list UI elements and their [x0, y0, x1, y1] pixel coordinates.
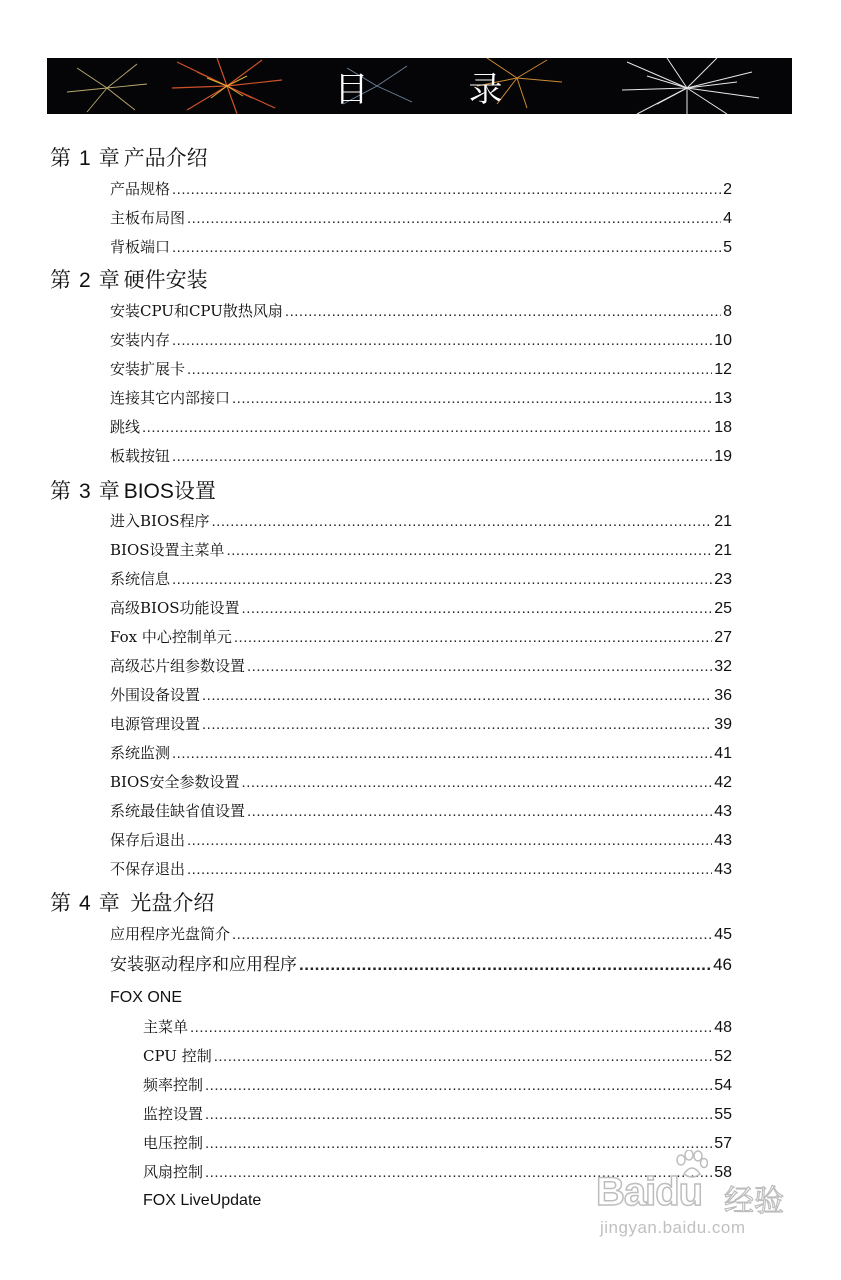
chapter-heading[interactable]: 第 1 章 产品介绍: [50, 146, 208, 170]
leader-dots: [299, 955, 711, 975]
leader-dots: [232, 389, 712, 409]
toc-entry[interactable]: 不保存退出 ..... 43: [110, 859, 732, 880]
leader-dots: [190, 1018, 712, 1038]
chapter-heading[interactable]: 第 4 章 光盘介绍: [50, 891, 215, 915]
leader-dots: [172, 238, 721, 258]
page-number: 18: [714, 419, 732, 436]
leader-dots: [285, 302, 721, 322]
banner-title-char-1: 目: [334, 69, 371, 110]
toc-entry[interactable]: 跳线 ..... 18: [110, 417, 732, 438]
page-number: 43: [714, 803, 732, 820]
leader-dots: [202, 715, 712, 735]
page-number: 13: [714, 390, 732, 407]
toc-entry[interactable]: 应用程序光盘简介 ..... 45: [110, 924, 732, 945]
toc-entry[interactable]: 安装内存 ..... 10: [110, 330, 732, 351]
toc-entry[interactable]: 进入BIOS程序 ..... 21: [110, 511, 732, 532]
toc-entry[interactable]: 系统信息 ..... 23: [110, 569, 732, 590]
toc-entry[interactable]: 主板布局图 ..... 4: [110, 208, 732, 229]
page-number: 55: [714, 1106, 732, 1123]
toc-entry[interactable]: 高级BIOS功能设置 ..... 25: [110, 598, 732, 619]
page-number: 4: [723, 210, 732, 227]
leader-dots: [214, 1047, 712, 1067]
toc-entry[interactable]: 安装CPU和CPU散热风扇 ..... 8: [110, 301, 732, 322]
toc-entry[interactable]: 风扇控制 ..... 58: [143, 1162, 732, 1183]
page-number: 54: [714, 1077, 732, 1094]
page-number: 58: [714, 1164, 732, 1181]
chapter-heading[interactable]: 第 3 章 BIOS设置: [50, 479, 216, 503]
toc-entry[interactable]: 背板端口 ..... 5: [110, 237, 732, 258]
toc-entry[interactable]: BIOS安全参数设置 ..... 42: [110, 772, 732, 793]
toc-entry[interactable]: BIOS设置主菜单 ..... 21: [110, 540, 732, 561]
leader-dots: [242, 599, 713, 619]
toc-entry[interactable]: 系统最佳缺省值设置 ..... 43: [110, 801, 732, 822]
toc-entry[interactable]: 保存后退出 ..... 43: [110, 830, 732, 851]
toc-entry[interactable]: 电压控制 ..... 57: [143, 1133, 732, 1154]
leader-dots: [187, 209, 721, 229]
leader-dots: [234, 628, 712, 648]
leader-dots: [142, 418, 712, 438]
page-number: 43: [714, 861, 732, 878]
page-number: 57: [714, 1135, 732, 1152]
page-number: 52: [714, 1048, 732, 1065]
toc-entry[interactable]: 板载按钮 ..... 19: [110, 446, 732, 467]
toc-entry[interactable]: 主菜单 ..... 48: [143, 1017, 732, 1038]
page-number: 43: [714, 832, 732, 849]
toc-entry[interactable]: 电源管理设置 ..... 39: [110, 714, 732, 735]
toc-entry[interactable]: Fox 中心控制单元 ..... 27: [110, 627, 732, 648]
leader-dots: [205, 1076, 712, 1096]
watermark-brand: Baidu: [596, 1170, 703, 1214]
page-number: 19: [714, 448, 732, 465]
toc-entry[interactable]: 高级芯片组参数设置 ..... 32: [110, 656, 732, 677]
toc-banner: [47, 58, 792, 114]
toc-entry[interactable]: 安装驱动程序和应用程序 ..... 46: [110, 955, 732, 975]
toc-section-label[interactable]: FOX ONE: [110, 989, 183, 1006]
page-number: 36: [714, 687, 732, 704]
leader-dots: [232, 925, 712, 945]
page-number: 39: [714, 716, 732, 733]
leader-dots: [187, 360, 712, 380]
toc-entry[interactable]: 监控设置 ..... 55: [143, 1104, 732, 1125]
leader-dots: [172, 744, 712, 764]
banner-title-char-2: 录: [468, 69, 505, 110]
page-number: 48: [714, 1019, 732, 1036]
leader-dots: [247, 802, 712, 822]
toc-entry[interactable]: 系统监测 ..... 41: [110, 743, 732, 764]
baidu-jingyan-watermark: [596, 1148, 806, 1248]
page-number: 41: [714, 745, 732, 762]
leader-dots: [172, 180, 721, 200]
toc-entry[interactable]: 产品规格 ..... 2: [110, 179, 732, 200]
page-number: 27: [714, 629, 732, 646]
page-number: 8: [723, 303, 732, 320]
leader-dots: [187, 860, 712, 880]
page-number: 10: [714, 332, 732, 349]
page-number: 12: [714, 361, 732, 378]
toc-entry[interactable]: 频率控制 ..... 54: [143, 1075, 732, 1096]
leader-dots: [187, 831, 712, 851]
page-number: 21: [714, 513, 732, 530]
leader-dots: [247, 657, 712, 677]
page-number: 25: [714, 600, 732, 617]
toc-section-label[interactable]: FOX LiveUpdate: [143, 1192, 262, 1209]
leader-dots: [172, 447, 712, 467]
leader-dots: [172, 331, 712, 351]
chapter-heading[interactable]: 第 2 章 硬件安装: [50, 268, 208, 292]
page-number: 32: [714, 658, 732, 675]
watermark-url: jingyan.baidu.com: [600, 1218, 746, 1237]
leader-dots: [205, 1105, 712, 1125]
leader-dots: [212, 512, 713, 532]
page-number: 2: [723, 181, 732, 198]
leader-dots: [227, 541, 713, 561]
page-number: 23: [714, 571, 732, 588]
page-number: 46: [713, 955, 732, 974]
leader-dots: [242, 773, 713, 793]
leader-dots: [202, 686, 712, 706]
toc-entry[interactable]: CPU 控制 ..... 52: [143, 1046, 732, 1067]
toc-entry[interactable]: 安装扩展卡 ..... 12: [110, 359, 732, 380]
page-number: 5: [723, 239, 732, 256]
toc-entry[interactable]: 连接其它内部接口 ..... 13: [110, 388, 732, 409]
watermark-cn: 经验: [724, 1184, 784, 1219]
page-number: 42: [714, 774, 732, 791]
toc-entry[interactable]: 外围设备设置 ..... 36: [110, 685, 732, 706]
page-number: 45: [714, 926, 732, 943]
page-number: 21: [714, 542, 732, 559]
leader-dots: [172, 570, 712, 590]
